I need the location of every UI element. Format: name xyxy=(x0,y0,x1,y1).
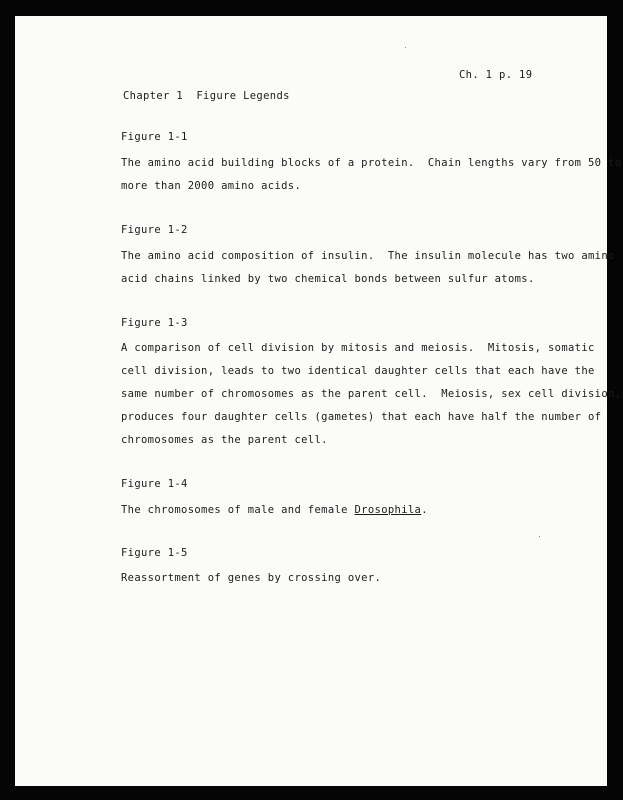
figure-1-1-label: Figure 1-1 xyxy=(121,131,188,143)
caption-line: A comparison of cell division by mitosis and meiosis. Mitosis, somatic xyxy=(121,342,595,354)
figure-1-4-label: Figure 1-4 xyxy=(121,478,188,490)
figure-1-5-caption xyxy=(121,567,381,590)
page-title: Chapter 1 Figure Legends xyxy=(123,90,290,102)
caption-line: more than 2000 amino acids. xyxy=(121,180,302,192)
caption-line: The amino acid building blocks of a protein. Chain lengths vary from 50 to xyxy=(121,157,622,169)
caption-line: acid chains linked by two chemical bonds between sulfur atoms. xyxy=(121,273,535,285)
paper-speck xyxy=(405,47,406,48)
species-name: Drosophila xyxy=(354,504,422,516)
caption-text: . xyxy=(421,504,428,516)
figure-1-1-caption xyxy=(121,152,621,198)
paper-speck xyxy=(539,536,540,537)
page-number: Ch. 1 p. 19 xyxy=(459,69,533,81)
caption-line xyxy=(121,499,428,522)
caption-line: chromosomes as the parent cell. xyxy=(121,434,328,446)
figure-1-2-label: Figure 1-2 xyxy=(121,224,188,236)
document-page xyxy=(15,16,622,786)
figure-1-3-label: Figure 1-3 xyxy=(121,317,188,329)
figure-1-2-caption xyxy=(121,245,615,291)
caption-line: The amino acid composition of insulin. The insulin molecule has two amino xyxy=(121,250,615,262)
caption-line: produces four daughter cells (gametes) that each have half the number of xyxy=(121,411,602,423)
caption-line: cell division, leads to two identical daughter cells that each have the xyxy=(121,365,595,377)
figure-1-4-caption xyxy=(121,499,428,522)
caption-line: Reassortment of genes by crossing over. xyxy=(121,572,382,584)
caption-line: same number of chromosomes as the parent cell. Meiosis, sex cell division, xyxy=(121,388,622,400)
figure-1-5-label: Figure 1-5 xyxy=(121,547,188,559)
caption-text: The chromosomes of male and female xyxy=(121,504,355,516)
figure-1-3-caption xyxy=(121,337,621,452)
